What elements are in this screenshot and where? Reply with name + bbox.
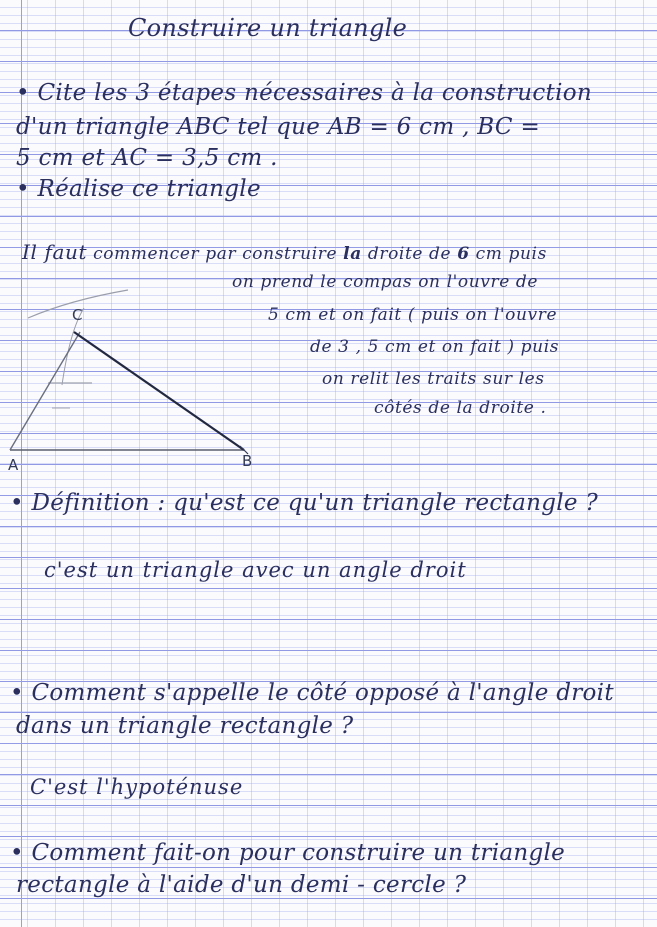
answer-1-line-4: de 3 , 5 cm et on fait ) puis — [310, 337, 560, 357]
answer-1-bold-word: la — [343, 244, 362, 264]
answer-1-line-3: 5 cm et on fait ( puis on l'ouvre — [268, 305, 558, 325]
question-2-answer: c'est un triangle avec un angle droit — [44, 558, 467, 582]
vertex-c-label: C — [72, 306, 83, 324]
segment-ac — [10, 332, 80, 450]
answer-1-line-6: côtés de la droite . — [374, 398, 547, 418]
page-title: Construire un triangle — [128, 14, 408, 42]
question-2-line-1: • Définition : qu'est ce qu'un triangle rectangle ? — [10, 490, 599, 516]
answer-1-start: Il faut — [22, 240, 88, 264]
question-4-line-1: • Comment fait-on pour construire un triangle — [10, 840, 566, 866]
answer-1-line-5: on relit les traits sur les — [322, 369, 545, 389]
answer-1-number: 6 — [457, 244, 470, 264]
question-1-line-4: • Réalise ce triangle — [16, 176, 261, 202]
vertex-b-label: B — [242, 452, 253, 470]
question-3-line-1: • Comment s'appelle le côté opposé à l'angle droit — [10, 680, 614, 706]
question-3-line-2: dans un triangle rectangle ? — [16, 713, 354, 739]
answer-1-mid: commencer par construire — [93, 244, 338, 264]
vertex-a-label: A — [8, 456, 19, 474]
question-1-line-2: d'un triangle ABC tel que AB = 6 cm , BC = — [16, 114, 541, 140]
question-4-line-2: rectangle à l'aide d'un demi - cercle ? — [16, 872, 467, 898]
segment-bc — [74, 332, 244, 450]
question-3-answer: C'est l'hypoténuse — [30, 775, 244, 799]
question-1-line-1: • Cite les 3 étapes nécessaires à la construction — [16, 80, 592, 106]
question-1-line-3: 5 cm et AC = 3,5 cm . — [16, 145, 278, 171]
answer-1-tail: cm puis — [475, 244, 547, 264]
answer-1-end: droite de — [367, 244, 452, 264]
answer-1-line-2: on prend le compas on l'ouvre de — [232, 272, 539, 292]
